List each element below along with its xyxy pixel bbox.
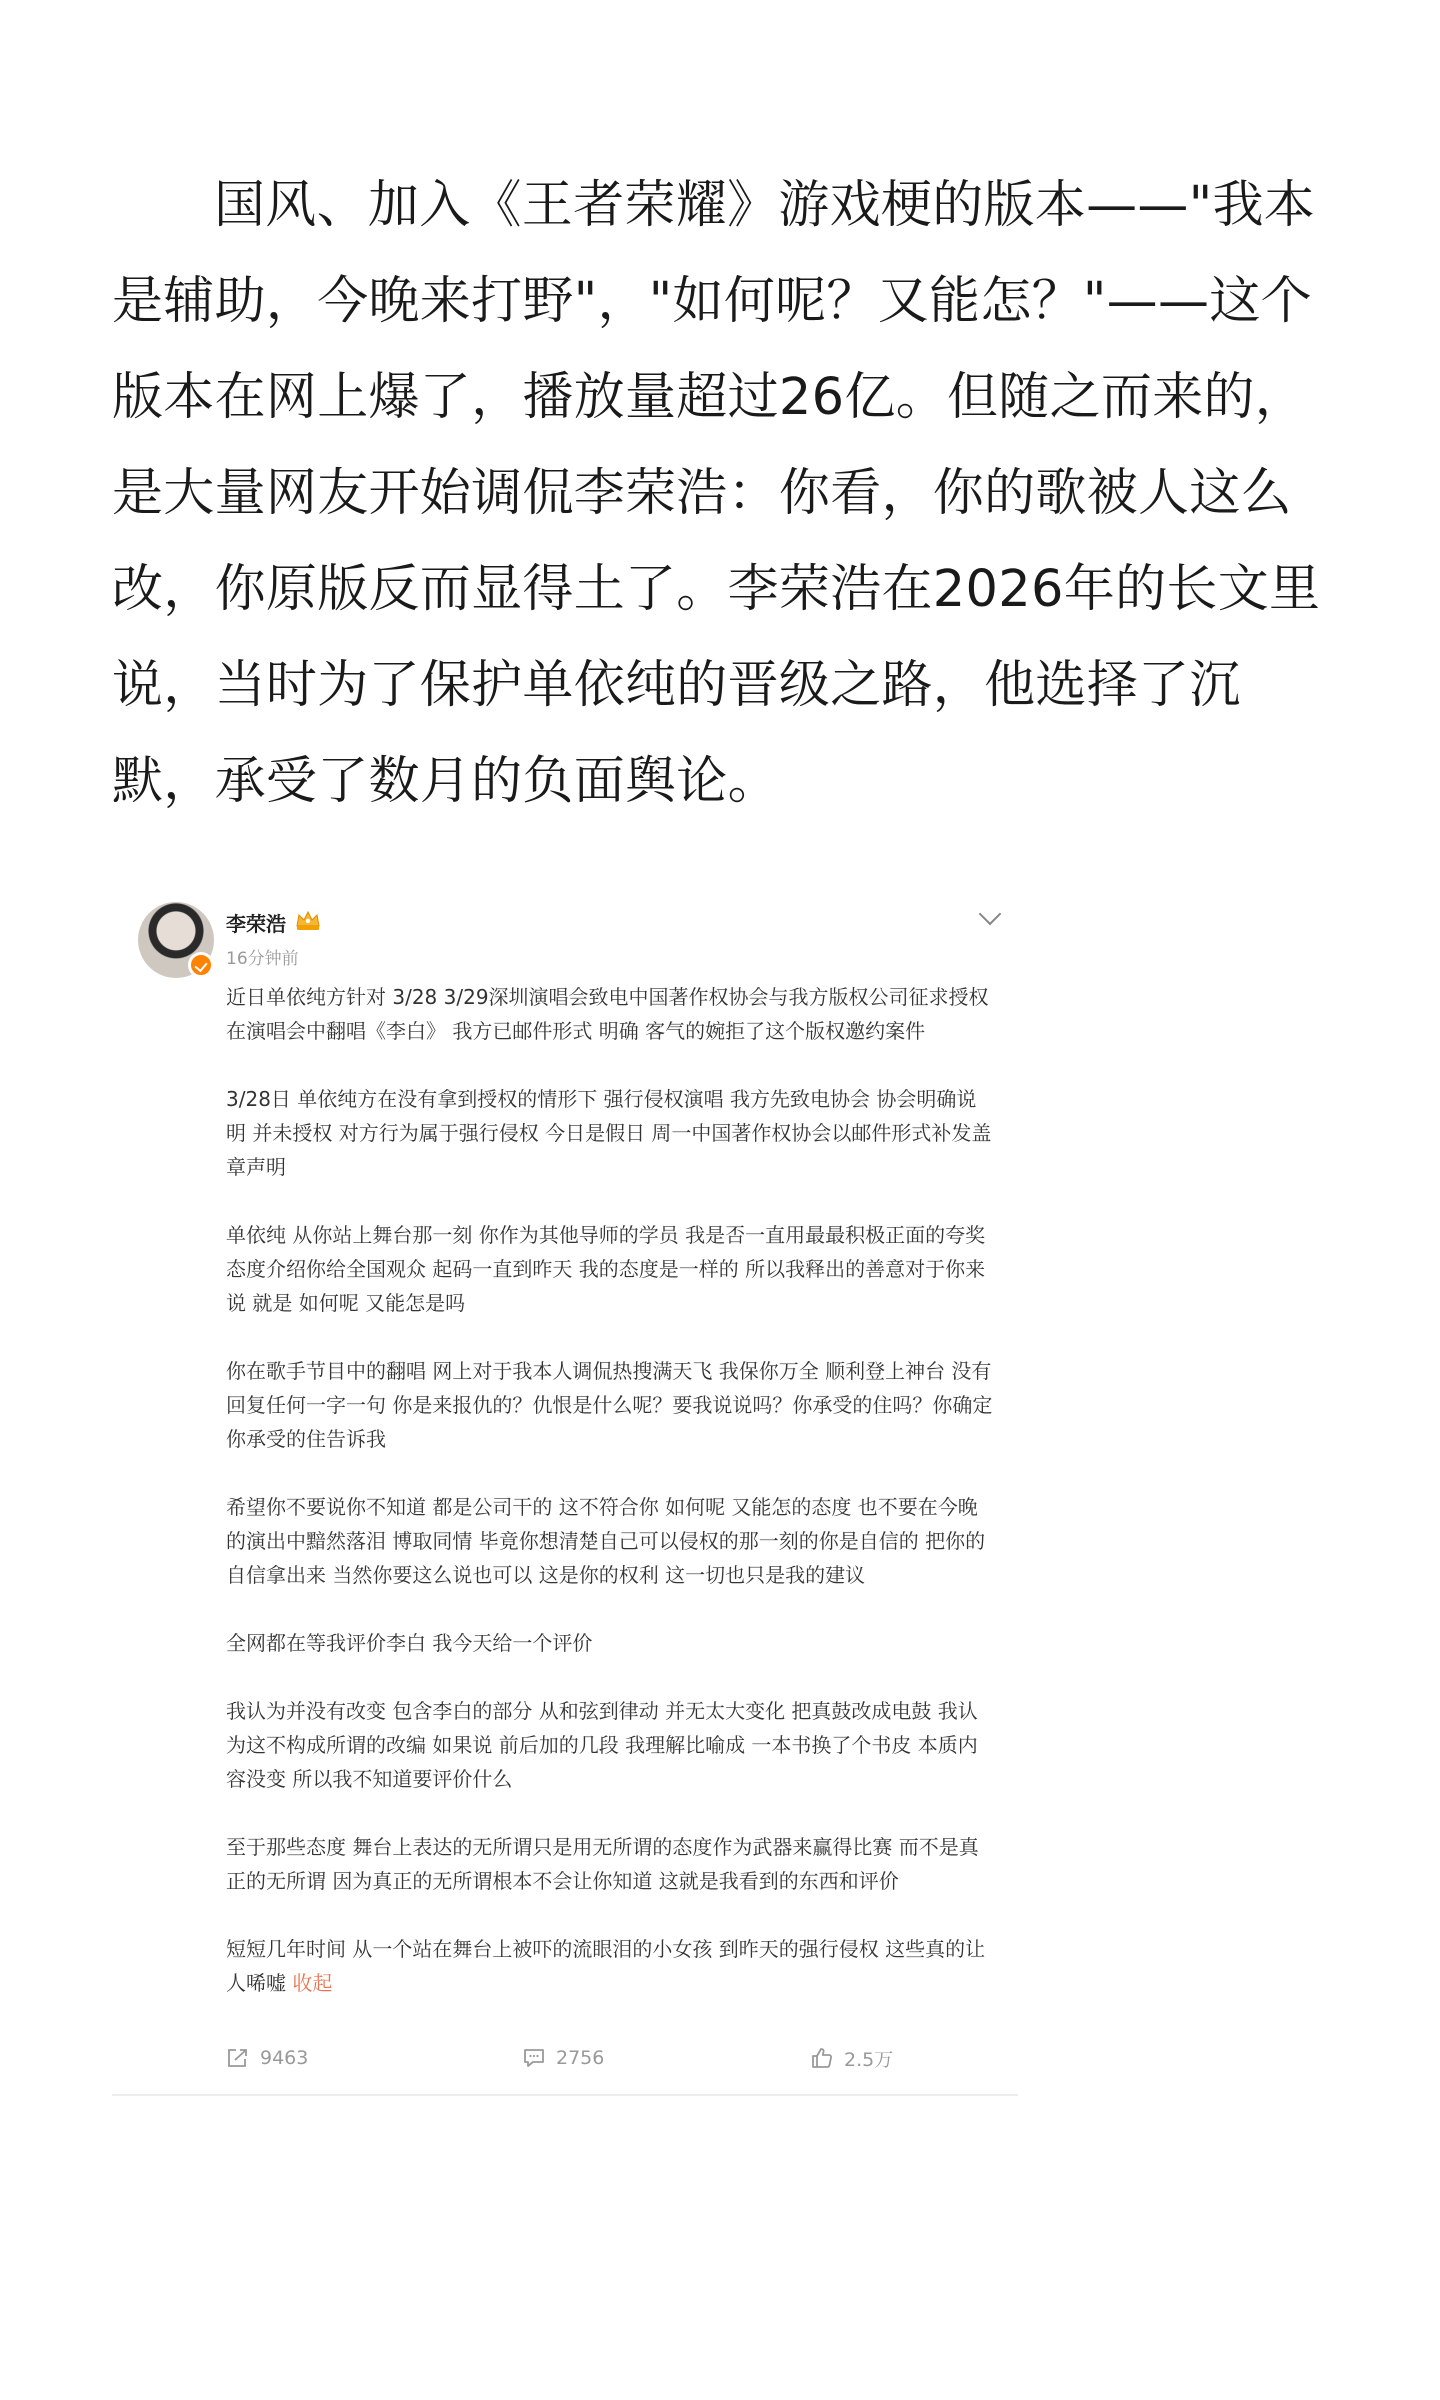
post-username[interactable]: 李荣浩 [226, 912, 286, 936]
post-paragraph-last [226, 1932, 996, 2000]
article-paragraph: 国风、加入《王者荣耀》游戏梗的版本——"我本是辅助，今晚来打野"，"如何呢？又能怎？"——这个版本在网上爆了，播放量超过26亿。但随之而来的，是大量网友开始调侃李荣浩：你看，你的歌被人这么改，你原版反而显得土了。李荣浩在2026年的长文里说，当时为了保护单依纯的晋级之路，他选择了沉默，承受了数月的负面舆论。 [112, 176, 1321, 811]
post-paragraph: 单依纯 从你站上舞台那一刻 你作为其他导师的学员 我是否一直用最最积极正面的夸奖态度介绍你给全国观众 起码一直到昨天 我的态度是一样的 所以我释出的善意对于你来说 就是 如何呢 又能怎是吗 [226, 1223, 986, 1315]
post-paragraph: 近日单依纯方针对 3/28 3/29深圳演唱会致电中国著作权协会与我方版权公司征求授权在演唱会中翻唱《李白》 我方已邮件形式 明确 客气的婉拒了这个版权邀约案件 [226, 985, 989, 1043]
chevron-down-icon[interactable] [979, 903, 1002, 926]
post-paragraph: 希望你不要说你不知道 都是公司干的 这不符合你 如何呢 又能怎的态度 也不要在今晚的演出中黯然落泪 博取同情 毕竟你想清楚自己可以侵权的那一刻的你是自信的 把你的自信拿出来 当然你要这么说也可以 这是你的权利 这一切也只是我的建议 [226, 1495, 986, 1587]
vip-crown-icon [294, 908, 322, 932]
article-body [112, 158, 1334, 830]
comment-button[interactable] [522, 2038, 604, 2078]
collapse-link[interactable]: 收起 [292, 1971, 333, 1995]
repost-button[interactable] [226, 2038, 308, 2078]
post-paragraph: 我认为并没有改变 包含李白的部分 从和弦到律动 并无太大变化 把真鼓改成电鼓 我认为这不构成所谓的改编 如果说 前后加的几段 我理解比喻成 一本书换了个书皮 本质内容没变 所以我不知道要评价什么 [226, 1699, 978, 1791]
post-paragraph: 你在歌手节目中的翻唱 网上对于我本人调侃热搜满天飞 我保你万全 顺利登上神台 没有回复任何一字一句 你是来报仇的？仇恨是什么呢？要我说说吗？你承受的住吗？你确定你承受的住告诉我 [226, 1359, 993, 1451]
post-paragraph: 3/28日 单依纯方在没有拿到授权的情形下 强行侵权演唱 我方先致电协会 协会明确说明 并未授权 对方行为属于强行侵权 今日是假日 周一中国著作权协会以邮件形式补发盖章声明 [226, 1087, 992, 1179]
like-button[interactable] [810, 2038, 893, 2078]
like-count: 2.5万 [844, 2048, 894, 2071]
thumbs-up-icon [810, 2047, 834, 2069]
post-content [226, 980, 996, 2000]
post-paragraph: 至于那些态度 舞台上表达的无所谓只是用无所谓的态度作为武器来赢得比赛 而不是真正的无所谓 因为真正的无所谓根本不会让你知道 这就是我看到的东西和评价 [226, 1835, 979, 1893]
comment-count: 2756 [556, 2047, 605, 2069]
post-last-text: 短短几年时间 从一个站在舞台上被吓的流眼泪的小女孩 到昨天的强行侵权 这些真的让人唏嘘 [226, 1937, 986, 1995]
repost-icon [226, 2047, 250, 2069]
repost-count: 9463 [260, 2047, 309, 2069]
weibo-post-card [112, 870, 1018, 2096]
post-actions [112, 2038, 1018, 2078]
post-timestamp: 16分钟前 [226, 949, 299, 969]
post-paragraph: 全网都在等我评价李白 我今天给一个评价 [226, 1631, 593, 1655]
verified-badge-icon [188, 952, 214, 978]
comment-icon [522, 2047, 546, 2069]
